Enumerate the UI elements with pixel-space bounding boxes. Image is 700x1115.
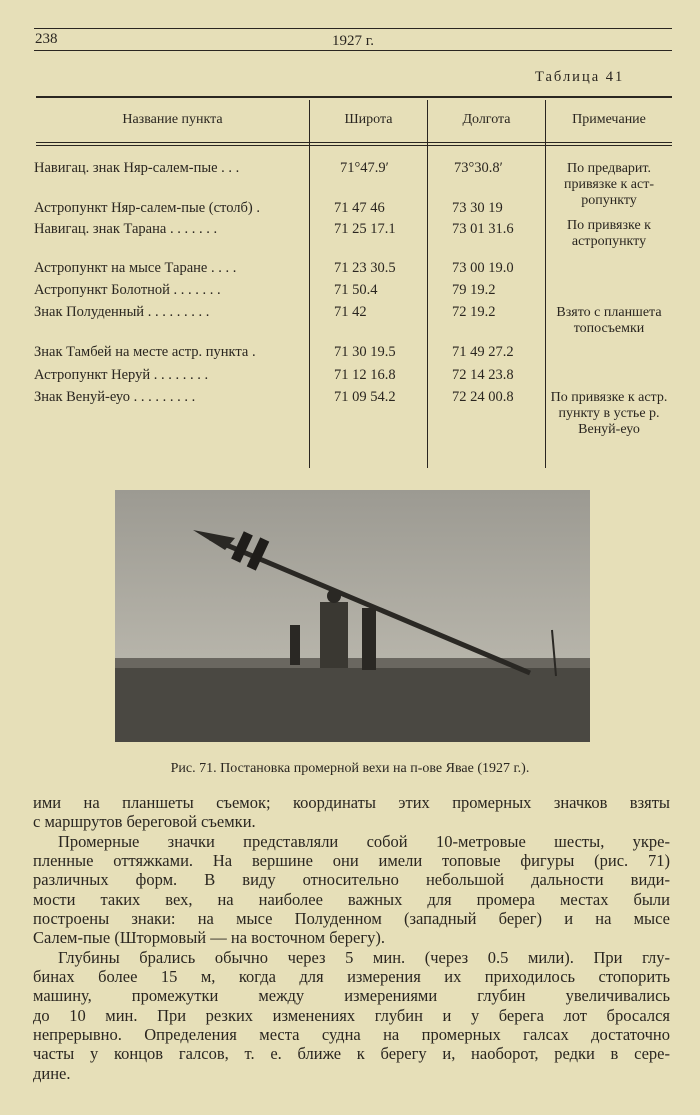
point-name: Знак Тамбей на месте астр. пункта .: [34, 344, 256, 360]
table-note: По привязке к астр. пункту в устье р. Венуй-еуо: [550, 390, 668, 437]
latitude: 71 12 16.8: [334, 367, 396, 383]
body-line: построены знаки: на мысе Полуденном (западный берег) и на мысе: [33, 909, 670, 928]
table-row: [34, 344, 674, 364]
latitude: 71°47.9′: [340, 160, 389, 176]
point-name: Знак Венуй-еуо . . . . . . . . .: [34, 389, 196, 405]
longitude: 72 24 00.8: [452, 389, 514, 405]
table-note: По предварит. привязке к астропункту: [563, 161, 655, 208]
body-line: бинах более 15 м, когда для измерения их приходилось стопорить: [33, 967, 670, 986]
column-header-note: Примечание: [572, 112, 646, 127]
body-line: мости таких вех, на наиболее важных для промера местах были: [33, 890, 670, 909]
latitude: 71 23 30.5: [334, 260, 396, 276]
longitude: 71 49 27.2: [452, 344, 514, 360]
longitude: 73 30 19: [452, 200, 503, 216]
point-name: Астропункт Болотной . . . . . . .: [34, 282, 221, 298]
body-line: Глубины брались обычно через 5 мин. (через 0.5 мили). При глу-: [58, 948, 670, 967]
table-header-rule-2: [36, 145, 672, 146]
body-line: Промерные значки представляли собой 10-метровые шесты, укре-: [58, 832, 670, 851]
longitude: 73°30.8′: [454, 160, 503, 176]
running-title: 1927 г.: [332, 33, 374, 49]
longitude: 79 19.2: [452, 282, 496, 298]
body-line: ими на планшеты съемок; координаты этих промерных значков взяты: [33, 793, 670, 812]
table-row: [34, 367, 674, 387]
latitude: 71 09 54.2: [334, 389, 396, 405]
point-name: Навигац. знак Няр-салем-пые . . .: [34, 160, 240, 176]
body-line: до 10 мин. При резких изменениях глубин и у берега лот бросался: [33, 1006, 670, 1025]
longitude: 72 14 23.8: [452, 367, 514, 383]
point-name: Астропункт Неруй . . . . . . . .: [34, 367, 209, 383]
header-rule: [34, 50, 672, 51]
body-line: с маршрутов береговой съемки.: [33, 812, 256, 831]
latitude: 71 25 17.1: [334, 221, 396, 237]
table-note: Взято с планшета топосъемки: [556, 305, 662, 336]
longitude: 73 00 19.0: [452, 260, 514, 276]
latitude: 71 30 19.5: [334, 344, 396, 360]
body-line: различных форм. В виду относительно небольшой дальности види-: [33, 870, 670, 889]
column-header-longitude: Долгота: [462, 112, 511, 127]
table-caption: Таблица 41: [535, 69, 625, 85]
table-header-rule: [36, 142, 672, 143]
body-line: машину, промежутки между измерениями глубин увеличивались: [33, 986, 670, 1005]
top-rule: [34, 28, 672, 29]
figure-caption: Рис. 71. Постановка промерной вехи на п-ове Явае (1927 г.).: [170, 761, 530, 776]
latitude: 71 42: [334, 304, 367, 320]
column-header-latitude: Широта: [344, 112, 393, 127]
longitude: 72 19.2: [452, 304, 496, 320]
point-name: Астропункт Няр-салем-пые (столб) .: [34, 200, 260, 216]
page-number: 238: [35, 31, 58, 47]
latitude: 71 50.4: [334, 282, 378, 298]
table-top-rule: [36, 96, 672, 98]
figure-photo: [115, 490, 590, 742]
body-line: пленные оттяжками. На вершине они имели топовые фигуры (рис. 71): [33, 851, 670, 870]
point-name: Астропункт на мысе Таране . . . .: [34, 260, 237, 276]
latitude: 71 47 46: [334, 200, 385, 216]
longitude: 73 01 31.6: [452, 221, 514, 237]
point-name: Навигац. знак Тарана . . . . . . .: [34, 221, 218, 237]
body-line: непрерывно. Определения места судна на промерных галсах достаточно: [33, 1025, 670, 1044]
table-note: По привязке к астропункту: [567, 218, 651, 249]
column-header-name: Название пункта: [122, 112, 223, 127]
body-line: Салем-пые (Штормовый — на восточном берегу).: [33, 928, 385, 947]
table-row: [34, 282, 674, 302]
body-line: дине.: [33, 1064, 71, 1083]
body-line: часты у концов галсов, т. е. ближе к берегу и, наоборот, редки в сере-: [33, 1044, 670, 1063]
point-name: Знак Полуденный . . . . . . . . .: [34, 304, 210, 320]
table-row: [34, 260, 674, 280]
